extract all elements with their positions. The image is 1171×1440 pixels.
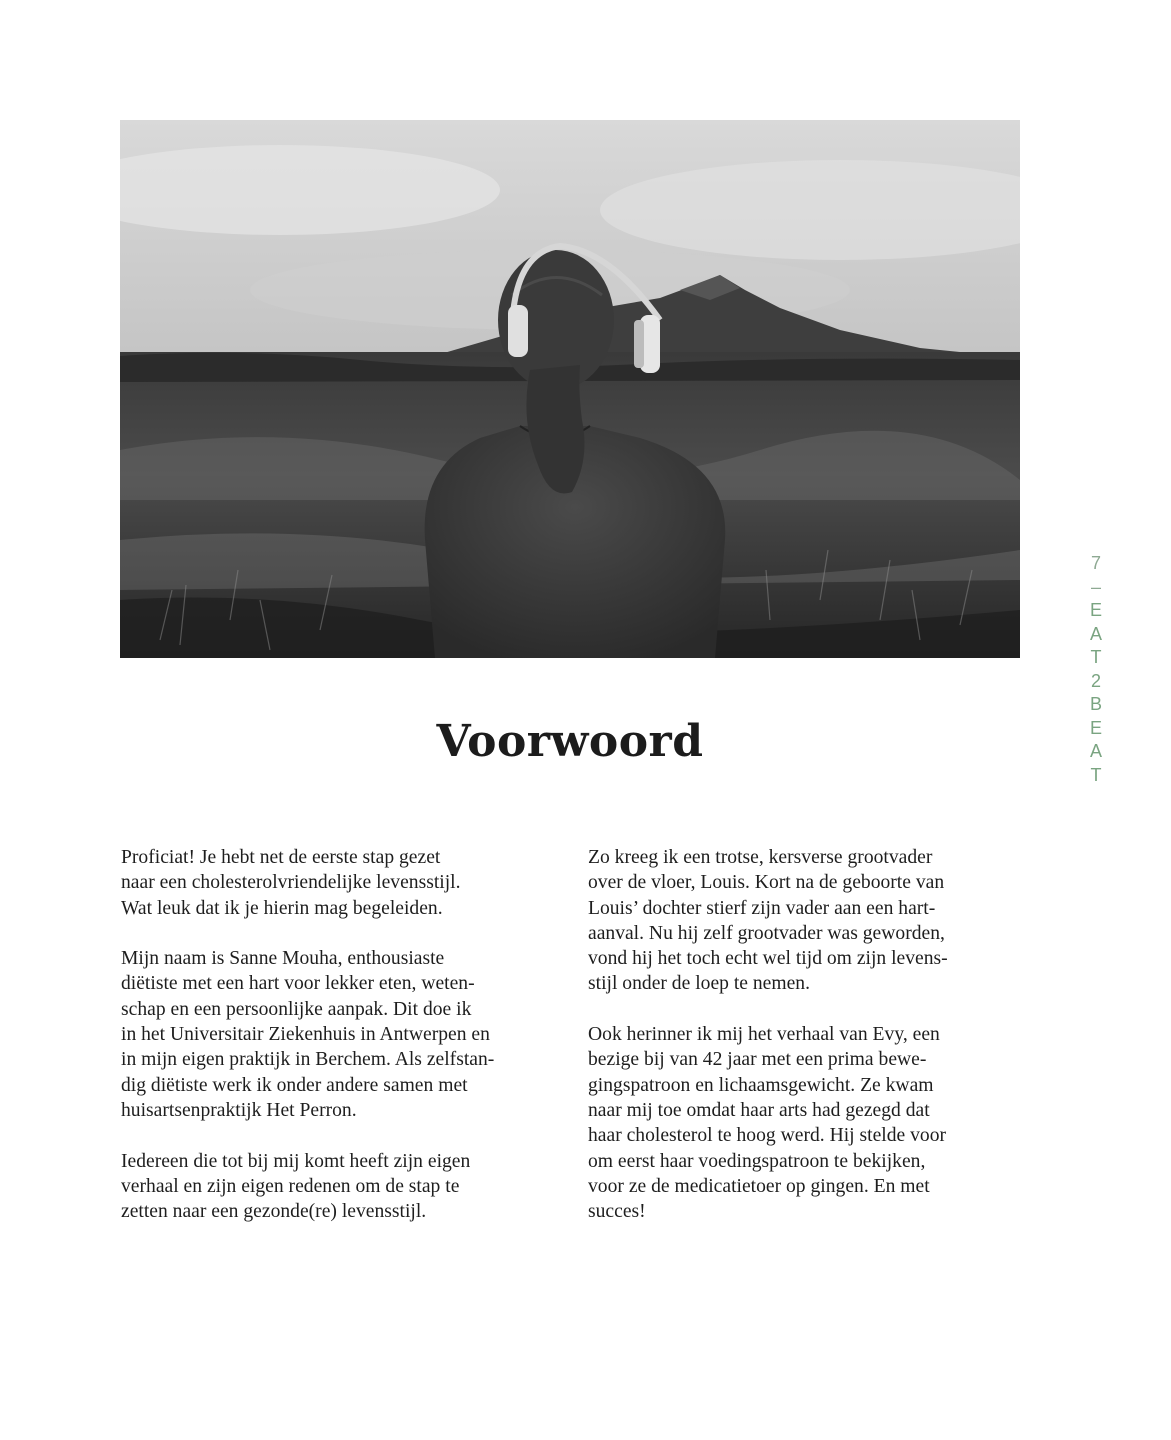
book-title-letter: A: [1089, 741, 1102, 761]
landscape-photo: [120, 120, 1020, 658]
left-column: [121, 845, 551, 1250]
book-title-letter: T: [1090, 764, 1102, 785]
paragraph: Proficiat! Je hebt net de eerste stap gezet naar een cholesterolvriendelijke levensstijl. Wat leuk dat ik je hierin mag begeleiden.: [121, 847, 461, 919]
page-number: 7: [1090, 553, 1101, 573]
paragraph: Mijn naam is Sanne Mouha, enthousiaste diëtiste met een hart voor lekker eten, weten- schap en een persoonlijke aanpak. Dit doe ik in het Universitair Ziekenhuis in Antwerpen en in mijn eigen praktijk in Berchem. Als zelfstan- dig diëtiste werk ik onder andere samen met huisartsenpraktijk Het Perron.: [121, 948, 495, 1121]
page-title: Voorwoord: [436, 716, 704, 767]
book-title-letter: E: [1089, 600, 1102, 620]
right-column: [588, 845, 1018, 1250]
page-marker: [1085, 552, 1107, 787]
paragraph: Zo kreeg ik een trotse, kersverse grootvader over de vloer, Louis. Kort na de geboorte van Louis’ dochter stierf zijn vader aan een hart- aanval. Nu hij zelf grootvader was geworden, vond hij het toch echt wel tijd om zijn levens- stijl onder de loep te nemen.: [588, 847, 948, 995]
book-title-letter: T: [1090, 647, 1102, 667]
book-title-letter: E: [1089, 717, 1102, 738]
page-marker-dash: –: [1090, 576, 1101, 597]
book-title-letter: A: [1089, 623, 1102, 644]
book-title-letter: B: [1089, 694, 1102, 714]
paragraph: Iedereen die tot bij mij komt heeft zijn eigen verhaal en zijn eigen redenen om de stap te zetten naar een gezonde(re) levensstijl.: [121, 1150, 471, 1223]
book-title-letter: 2: [1090, 670, 1101, 691]
paragraph: Ook herinner ik mij het verhaal van Evy, een bezige bij van 42 jaar met een prima bewe- gingspatroon en lichaamsgewicht. Ze kwam naar mij toe omdat haar arts had gezegd dat haar cholesterol te hoog werd. Hij stelde voor om eerst haar voedingspatroon te bekijken, voor ze de medicatietoer op gingen. En met succes!: [588, 1024, 947, 1223]
header-photo: [120, 120, 1020, 658]
